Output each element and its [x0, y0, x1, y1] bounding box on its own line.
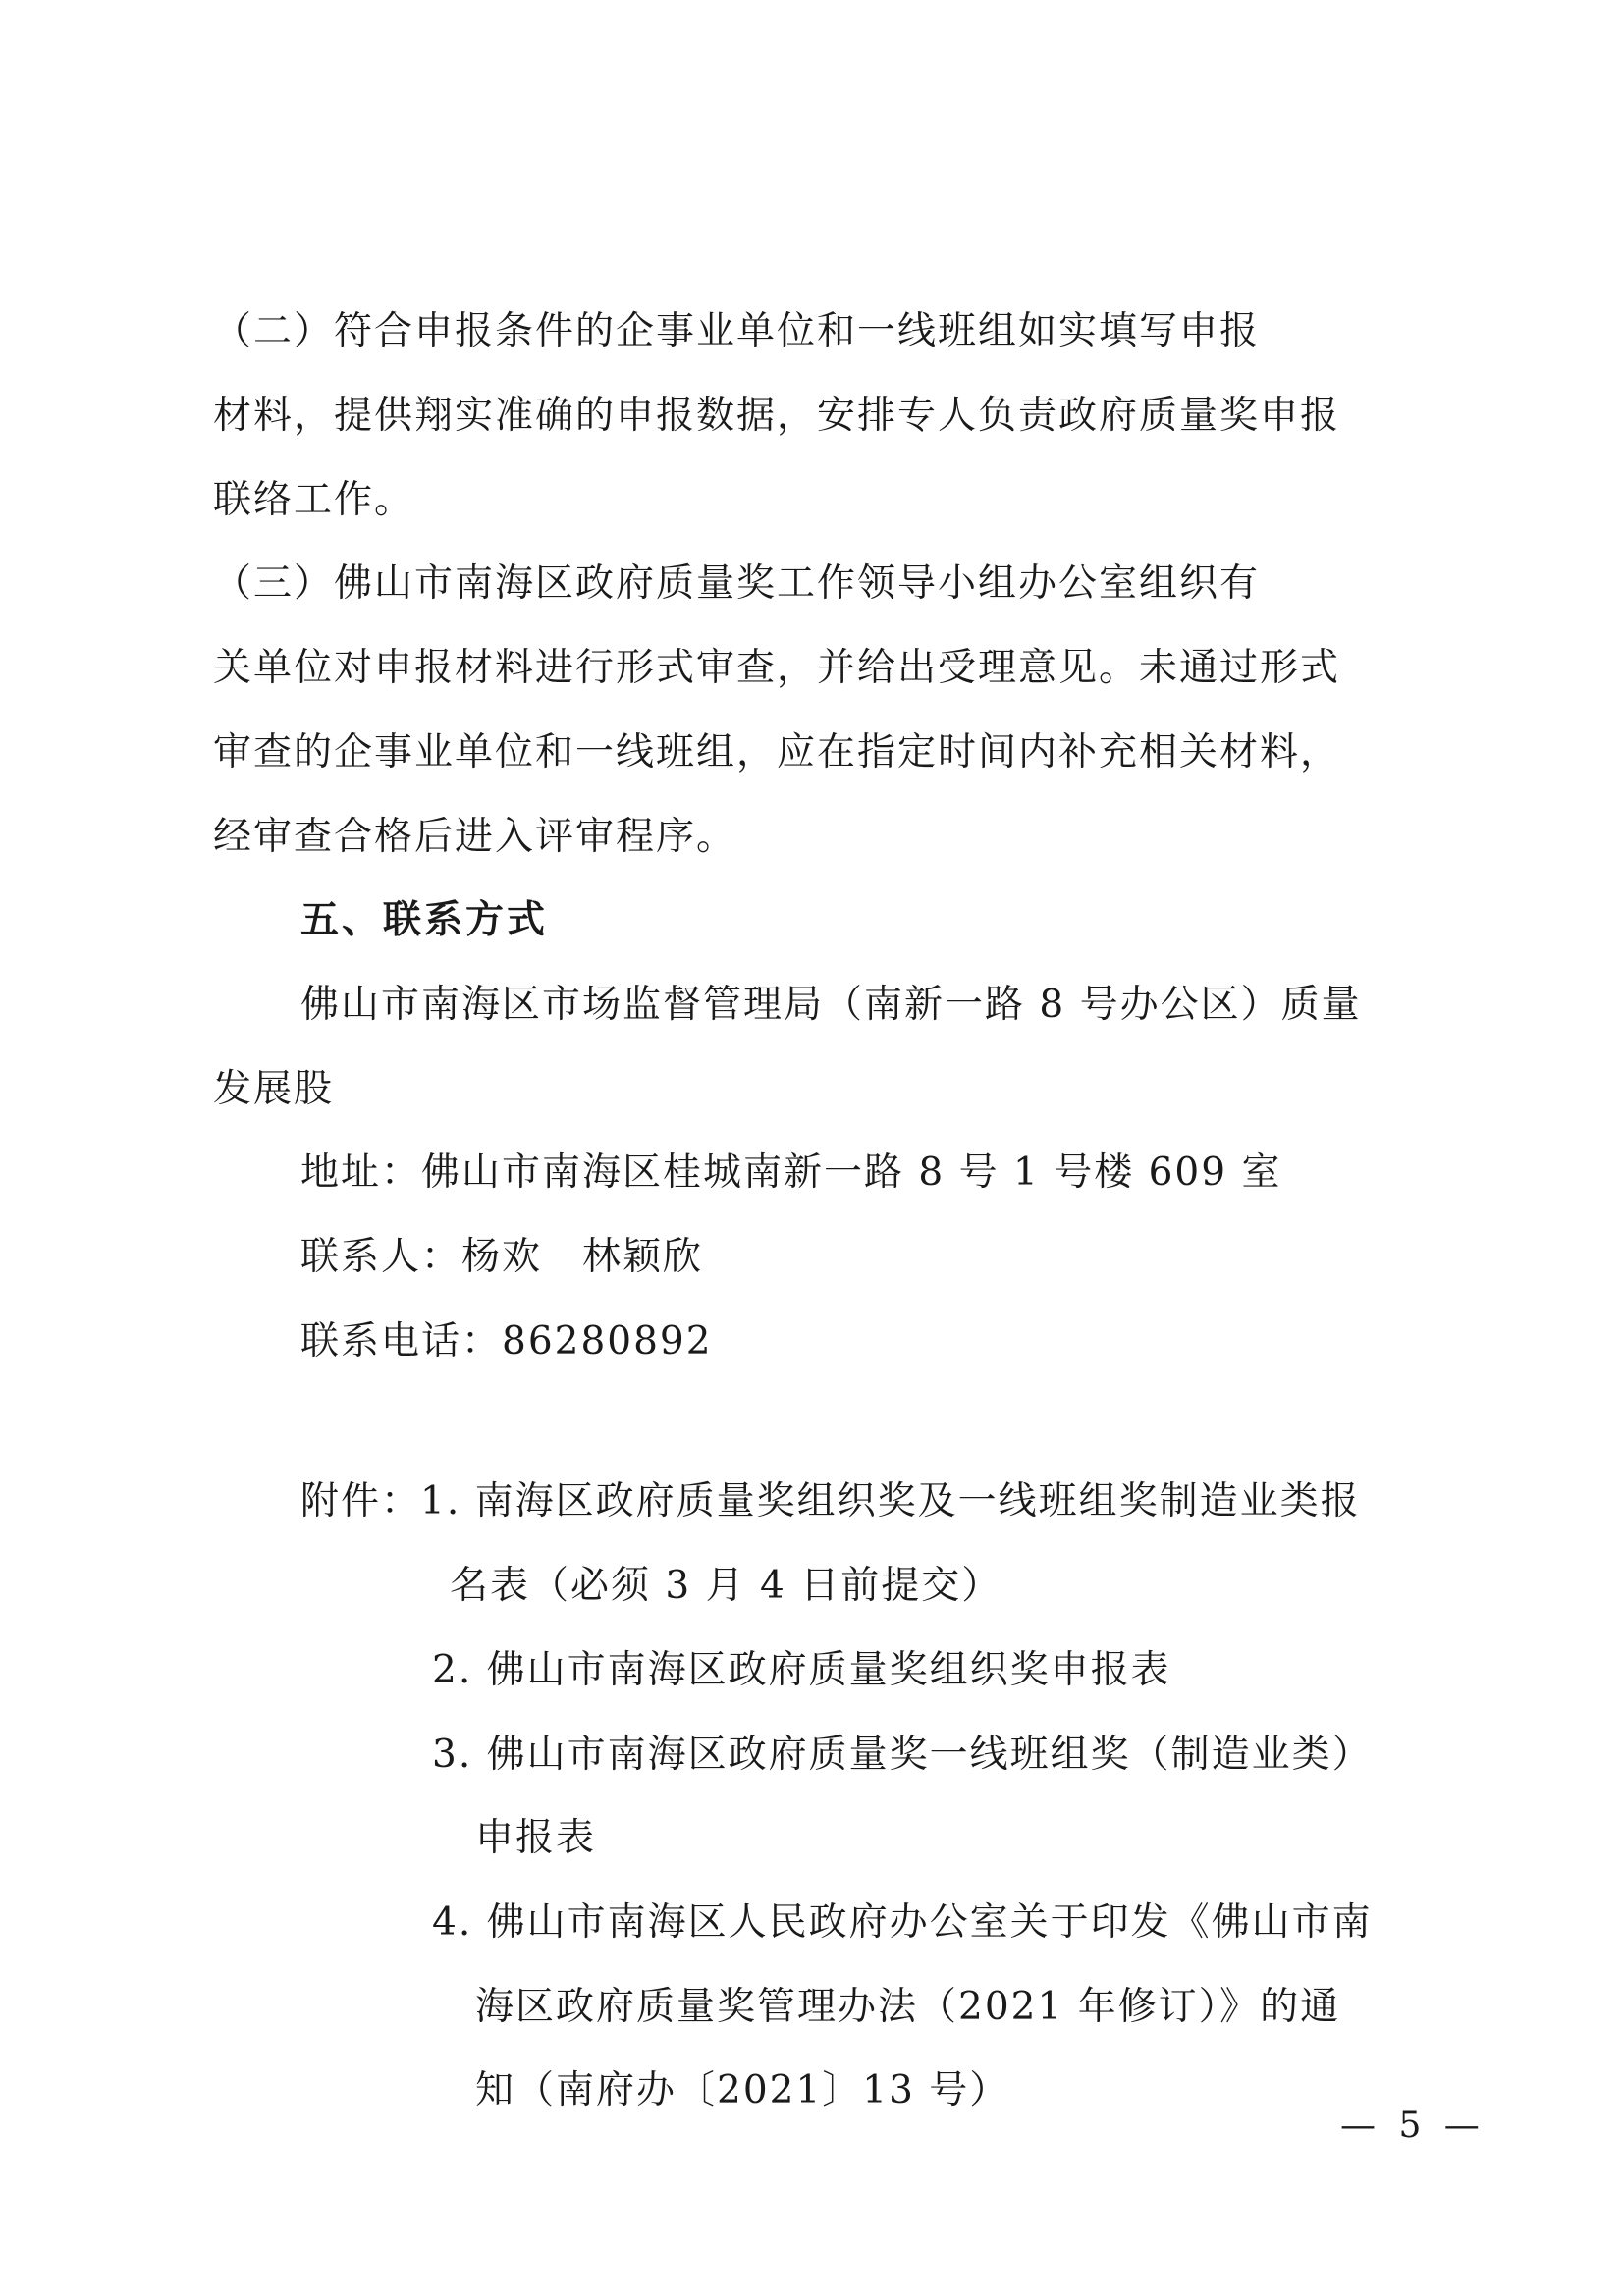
item3-line-1: （三）佛山市南海区政府质量奖工作领导小组办公室组织有 — [213, 561, 1261, 606]
attachment-4-line-3: 知（南府办〔2021〕13 号） — [475, 2068, 1010, 2112]
item2-line-2: 材料，提供翔实准确的申报数据，安排专人负责政府质量奖申报 — [213, 394, 1341, 438]
item2-line-1: （二）符合申报条件的企事业单位和一线班组如实填写申报 — [213, 309, 1261, 353]
item3-line-2: 关单位对申报材料进行形式审查，并给出受理意见。未通过形式 — [213, 646, 1341, 690]
item3-line-3: 审查的企事业单位和一线班组，应在指定时间内补充相关材料， — [213, 730, 1341, 774]
attachment-3-line-2: 申报表 — [475, 1816, 597, 1860]
attachment-1-line-2: 名表（必须 3 月 4 日前提交） — [450, 1564, 1002, 1608]
contact-org-line-1: 佛山市南海区市场监督管理局（南新一路 8 号办公区）质量 — [300, 983, 1362, 1027]
attachment-3-line-1: 3. 佛山市南海区政府质量奖一线班组奖（制造业类） — [432, 1733, 1373, 1777]
item3-line-4: 经审查合格后进入评审程序。 — [213, 815, 737, 859]
contact-heading: 五、联系方式 — [300, 898, 549, 942]
attachment-4-line-2: 海区政府质量奖管理办法（2021 年修订）》的通 — [475, 1985, 1341, 2029]
contact-phone: 联系电话：86280892 — [300, 1319, 713, 1363]
item2-line-3: 联络工作。 — [213, 478, 415, 522]
contact-person: 联系人：杨欢 林颖欣 — [300, 1235, 704, 1279]
attachments-label: 附件： — [300, 1479, 422, 1523]
contact-address: 地址：佛山市南海区桂城南新一路 8 号 1 号楼 609 室 — [300, 1150, 1282, 1195]
attachment-4-line-1: 4. 佛山市南海区人民政府办公室关于印发《佛山市南 — [432, 1900, 1373, 1945]
attachment-2-line-1: 2. 佛山市南海区政府质量奖组织奖申报表 — [432, 1648, 1171, 1692]
page-number: — 5 — — [1340, 2106, 1486, 2146]
attachment-1-line-1: 1. 南海区政府质量奖组织奖及一线班组奖制造业类报 — [420, 1479, 1361, 1523]
contact-org-line-2: 发展股 — [213, 1067, 335, 1111]
